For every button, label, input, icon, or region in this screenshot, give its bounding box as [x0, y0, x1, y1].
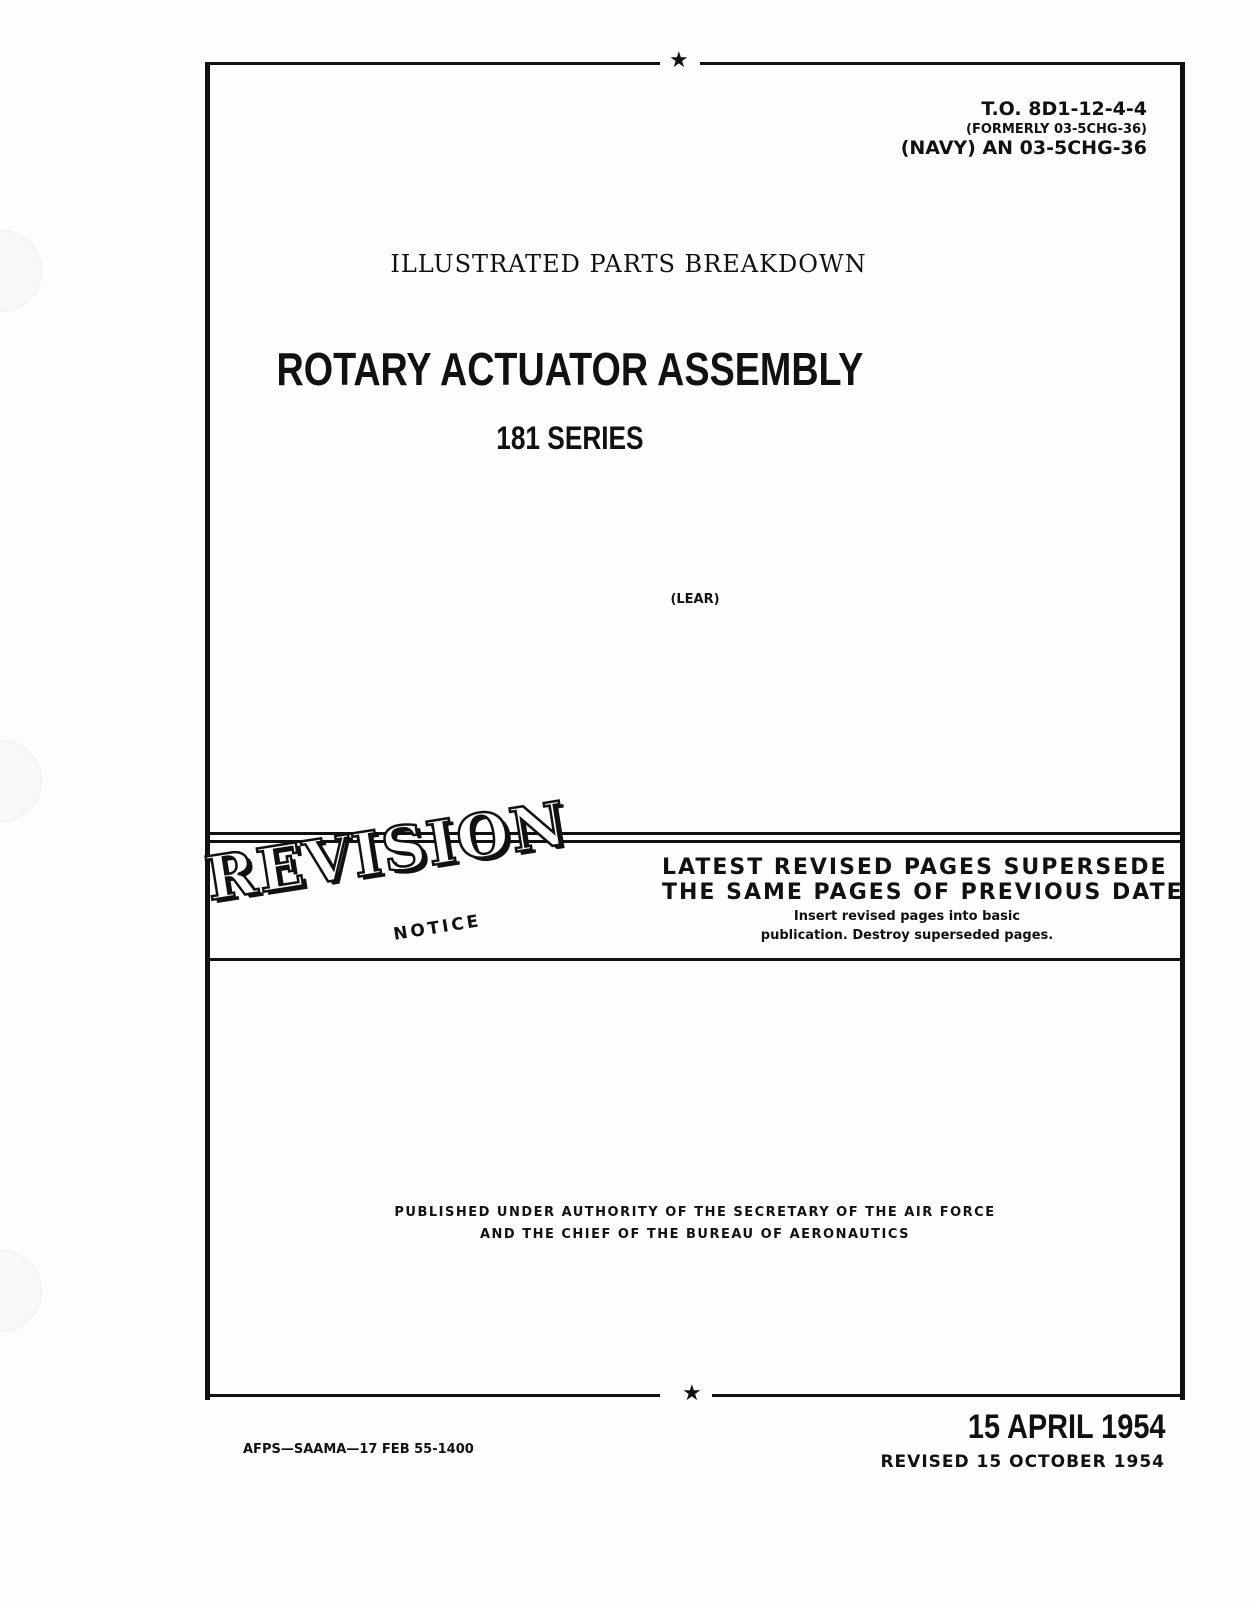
revision-line-2: THE SAME PAGES OF PREVIOUS DATE: [662, 880, 1184, 905]
manufacturer: (LEAR): [670, 592, 720, 607]
document-title: ROTARY ACTUATOR ASSEMBLY: [276, 343, 864, 395]
publication-date: 15 APRIL 1954: [967, 1408, 1165, 1446]
revised-date: REVISED 15 OCTOBER 1954: [880, 1452, 1165, 1472]
top-border-right: [700, 62, 1185, 65]
print-code: AFPS—SAAMA—17 FEB 55-1400: [243, 1442, 474, 1457]
bottom-border-left: [205, 1394, 660, 1397]
document-series: 181 SERIES: [496, 420, 644, 456]
navy-number: (NAVY) AN 03-5CHG-36: [900, 137, 1147, 159]
authority-line-2: AND THE CHIEF OF THE BUREAU OF AERONAUTICS: [479, 1227, 911, 1242]
revision-banner-notice: NOTICE: [391, 911, 483, 945]
authority-line-1: PUBLISHED UNDER AUTHORITY OF THE SECRETARY OF THE AIR FORCE: [394, 1205, 996, 1220]
revision-rule-bottom: [210, 958, 1180, 961]
revision-text: [662, 855, 1184, 943]
bottom-border-right: [712, 1394, 1185, 1397]
top-border-left: [205, 62, 660, 65]
revision-line-1: LATEST REVISED PAGES SUPERSEDE: [662, 855, 1168, 880]
document-number-block: [901, 98, 1147, 159]
revision-line-4: publication. Destroy superseded pages.: [760, 928, 1054, 943]
formerly-number: (FORMERLY 03-5CHG-36): [966, 122, 1147, 137]
revision-line-3: Insert revised pages into basic: [793, 909, 1021, 924]
binder-hole: [0, 740, 42, 822]
to-number: T.O. 8D1-12-4-4: [981, 98, 1147, 120]
document-category: ILLUSTRATED PARTS BREAKDOWN: [390, 250, 867, 278]
binder-hole: [0, 1250, 42, 1332]
authority-statement: [0, 1202, 1257, 1246]
star-icon: ★: [682, 1381, 702, 1406]
revision-banner-word: REVISION: [201, 788, 573, 915]
star-icon: ★: [669, 48, 689, 73]
